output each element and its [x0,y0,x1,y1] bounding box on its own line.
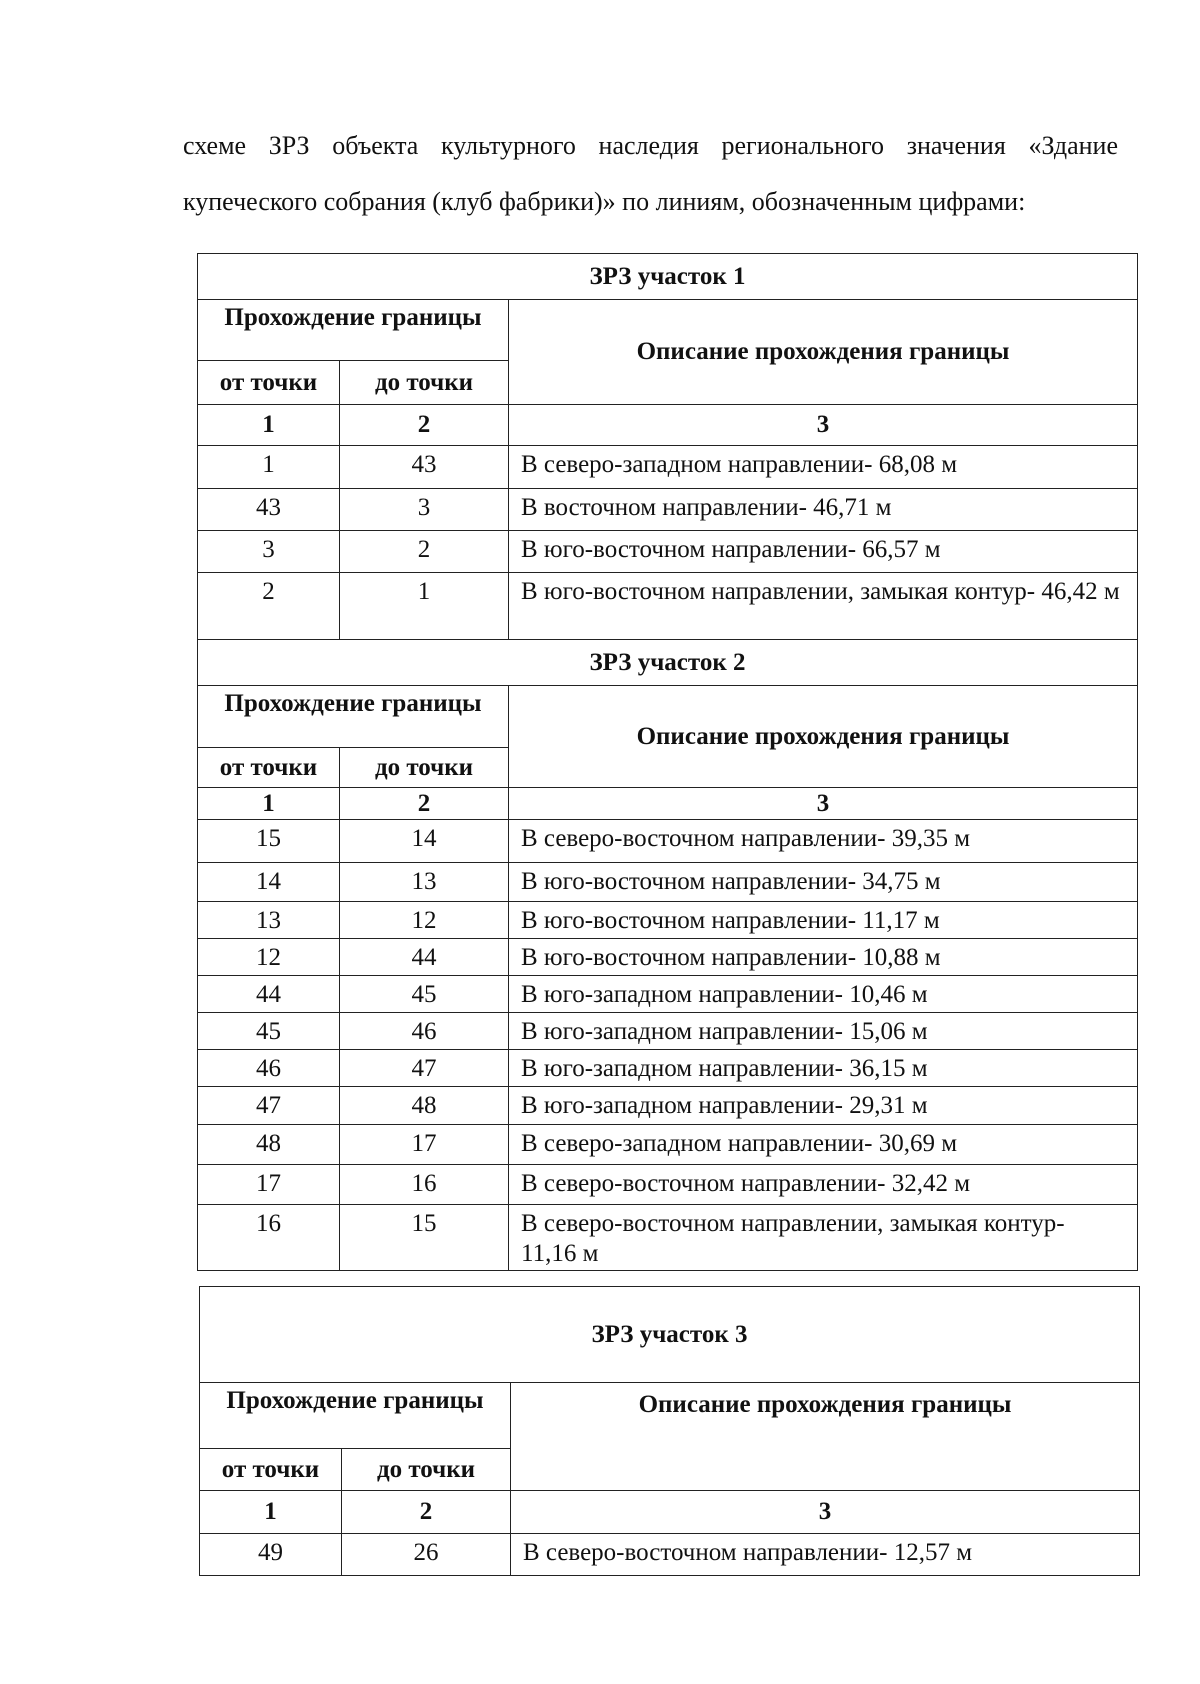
header-to: до точки [340,748,509,788]
header-to: до точки [340,361,509,405]
desc-cell: В юго-западном направлении- 10,46 м [509,976,1138,1013]
boundary-table-1-2 [197,253,1138,1271]
intro-paragraph: схеме ЗРЗ объекта культурного наследия регионального значения «Здание купеческого собрания (клуб фабрики)» по линиям, обозначенным цифрами: [183,131,1118,216]
to-cell: 12 [340,902,509,939]
table-row [198,863,1138,902]
from-cell: 49 [200,1534,342,1576]
to-cell: 47 [340,1050,509,1087]
to-cell: 14 [340,820,509,863]
table-row [198,1205,1138,1271]
desc-cell: В северо-восточном направлении- 12,57 м [511,1534,1140,1576]
from-cell: 12 [198,939,340,976]
col-num-3: 3 [511,1491,1140,1534]
col-num-3: 3 [509,405,1138,446]
table-row [198,976,1138,1013]
col-num-1: 1 [200,1491,342,1534]
table-row [198,1013,1138,1050]
from-cell: 13 [198,902,340,939]
table-row [198,1125,1138,1165]
header-from: от точки [200,1449,342,1491]
to-cell: 16 [340,1165,509,1205]
to-cell: 48 [340,1087,509,1125]
from-cell: 47 [198,1087,340,1125]
col-num-1: 1 [198,405,340,446]
from-cell: 48 [198,1125,340,1165]
col-num-3: 3 [509,788,1138,820]
header-row [198,686,1138,748]
table-row [198,531,1138,573]
from-cell: 3 [198,531,340,573]
table-row [198,1165,1138,1205]
desc-cell: В юго-западном направлении- 29,31 м [509,1087,1138,1125]
to-cell: 17 [340,1125,509,1165]
to-cell: 43 [340,446,509,489]
to-cell: 2 [340,531,509,573]
table-row [198,939,1138,976]
desc-cell: В юго-восточном направлении- 66,57 м [509,531,1138,573]
column-number-row [198,405,1138,446]
to-cell: 3 [340,489,509,531]
section-title: ЗРЗ участок 1 [198,254,1138,300]
to-cell: 15 [340,1205,509,1271]
from-cell: 45 [198,1013,340,1050]
to-cell: 26 [342,1534,511,1576]
from-cell: 1 [198,446,340,489]
section-title: ЗРЗ участок 3 [200,1287,1140,1383]
section-title: ЗРЗ участок 2 [198,640,1138,686]
section-title-row [200,1287,1140,1383]
col-num-2: 2 [340,405,509,446]
desc-cell: В юго-восточном направлении- 11,17 м [509,902,1138,939]
col-num-2: 2 [342,1491,511,1534]
desc-cell: В северо-западном направлении- 30,69 м [509,1125,1138,1165]
table-row [198,446,1138,489]
desc-cell: В северо-западном направлении- 68,08 м [509,446,1138,489]
from-cell: 44 [198,976,340,1013]
column-number-row [200,1491,1140,1534]
boundary-table-3 [199,1286,1140,1576]
header-to: до точки [342,1449,511,1491]
from-cell: 14 [198,863,340,902]
desc-cell: В юго-восточном направлении- 10,88 м [509,939,1138,976]
to-cell: 45 [340,976,509,1013]
to-cell: 13 [340,863,509,902]
table-row [198,573,1138,640]
to-cell: 46 [340,1013,509,1050]
header-group: Прохождение границы [200,1383,511,1449]
from-cell: 46 [198,1050,340,1087]
desc-cell: В северо-восточном направлении- 39,35 м [509,820,1138,863]
table-row [198,1050,1138,1087]
desc-cell: В юго-западном направлении- 36,15 м [509,1050,1138,1087]
desc-cell: В юго-западном направлении- 15,06 м [509,1013,1138,1050]
header-from: от точки [198,748,340,788]
from-cell: 2 [198,573,340,640]
desc-cell: В северо-восточном направлении- 32,42 м [509,1165,1138,1205]
col-num-2: 2 [340,788,509,820]
col-num-1: 1 [198,788,340,820]
header-row [200,1383,1140,1449]
to-cell: 44 [340,939,509,976]
table-row [198,489,1138,531]
desc-cell: В юго-восточном направлении, замыкая контур- 46,42 м [509,573,1138,640]
from-cell: 16 [198,1205,340,1271]
header-group: Прохождение границы [198,686,509,748]
table-row [200,1534,1140,1576]
header-desc: Описание прохождения границы [509,686,1138,788]
desc-cell: В юго-восточном направлении- 34,75 м [509,863,1138,902]
from-cell: 17 [198,1165,340,1205]
desc-cell: В северо-восточном направлении, замыкая контур- 11,16 м [509,1205,1138,1271]
from-cell: 43 [198,489,340,531]
table-row [198,820,1138,863]
header-from: от точки [198,361,340,405]
to-cell: 1 [340,573,509,640]
section-title-row [198,254,1138,300]
column-number-row [198,788,1138,820]
header-row [198,300,1138,361]
header-group: Прохождение границы [198,300,509,361]
table-row [198,1087,1138,1125]
desc-cell: В восточном направлении- 46,71 м [509,489,1138,531]
header-desc: Описание прохождения границы [511,1383,1140,1491]
header-desc: Описание прохождения границы [509,300,1138,405]
table-row [198,902,1138,939]
section-title-row [198,640,1138,686]
from-cell: 15 [198,820,340,863]
